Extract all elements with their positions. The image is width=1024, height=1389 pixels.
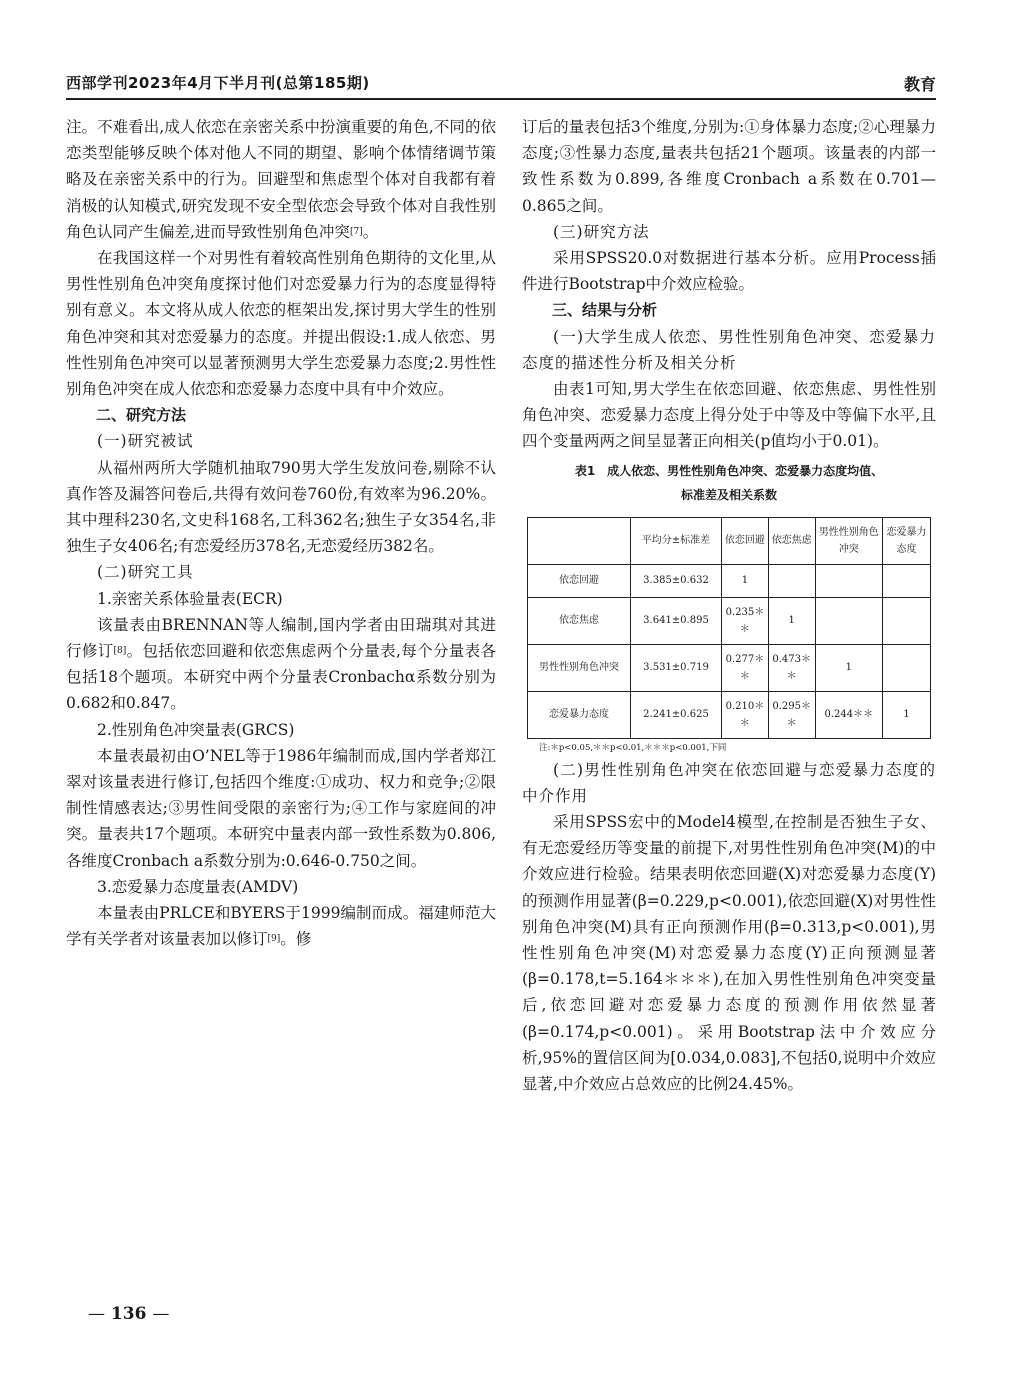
table-cell: 1 bbox=[722, 564, 769, 597]
subsection-heading: (二)男性性别角色冲突在依恋回避与恋爱暴力态度的中介作用 bbox=[522, 760, 936, 805]
subsection-heading: (二)研究工具 bbox=[97, 563, 194, 582]
paragraph: 订后的量表包括3个维度,分别为:①身体暴力态度;②心理暴力态度;③性暴力态度,量表共包括21个题项。该量表的内部一致性系数为0.899,各维度Cronbach a系数在0.701—0.865之间。 bbox=[522, 118, 936, 215]
table-cell: 恋爱暴力态度 bbox=[528, 691, 631, 738]
table-cell: 0.473＊＊ bbox=[768, 644, 815, 691]
table-row bbox=[528, 564, 931, 597]
paragraph: 该量表由BRENNAN等人编制,国内学者由田瑞琪对其进行修订[8]。包括依恋回避和依恋焦虑两个分量表,每个分量表各包括18个题项。本研究中两个分量表Cronbachα系数分别为0.682和0.847。 bbox=[66, 615, 496, 713]
table-cell: 依恋回避 bbox=[528, 564, 631, 597]
table-header-cell: 男性性别角色冲突 bbox=[815, 517, 882, 564]
table-header-cell bbox=[528, 517, 631, 564]
section-tag: 教育 bbox=[903, 75, 936, 94]
section-heading: 二、研究方法 bbox=[96, 406, 187, 425]
subsection-heading: (一)研究被试 bbox=[97, 432, 194, 451]
subsubsection-heading: 1.亲密关系体验量表(ECR) bbox=[97, 589, 283, 608]
paragraph: 注。不难看出,成人依恋在亲密关系中扮演重要的角色,不同的依恋类型能够反映个体对他人不同的期望、影响个体情绪调节策略及在亲密关系中的行为。回避型和焦虑型个体对自我都有着消极的认知模式,研究发现不安全型依恋会导致个体对自我性别角色认同产生偏差,进而导致性别角色冲突[7]。 bbox=[66, 118, 496, 241]
table-cell bbox=[815, 564, 882, 597]
table-cell: 依恋焦虑 bbox=[528, 597, 631, 644]
table-cell: 0.277＊＊ bbox=[722, 644, 769, 691]
table-row bbox=[528, 644, 931, 691]
table-cell: 1 bbox=[768, 597, 815, 644]
paragraph: 由表1可知,男大学生在依恋回避、依恋焦虑、男性性别角色冲突、恋爱暴力态度上得分处于中等及中等偏下水平,且四个变量两两之间呈显著正向相关(p值均小于0.01)。 bbox=[522, 380, 936, 451]
table-cell: 3.531±0.719 bbox=[631, 644, 722, 691]
table-header-cell: 平均分±标准差 bbox=[631, 517, 722, 564]
left-column bbox=[66, 114, 496, 953]
table-cell: 0.210＊＊ bbox=[722, 691, 769, 738]
table-header-cell: 恋爱暴力态度 bbox=[883, 517, 931, 564]
paragraph: 从福州两所大学随机抽取790男大学生发放问卷,剔除不认真作答及漏答问卷后,共得有效问卷760份,有效率为96.20%。其中理科230名,文史科168名,工科362名;独生子女354名,非独生子女406名;有恋爱经历378名,无恋爱经历382名。 bbox=[66, 458, 496, 556]
table-header-row bbox=[528, 517, 931, 564]
page-number: — 136 — bbox=[88, 1304, 170, 1324]
journal-title: 西部学刊2023年4月下半月刊(总第185期) bbox=[66, 74, 370, 92]
table-cell bbox=[883, 564, 931, 597]
paragraph: 在我国这样一个对男性有着较高性别角色期待的文化里,从男性性别角色冲突角度探讨他们对恋爱暴力行为的态度显得特别有意义。本文将从成人依恋的框架出发,探讨男大学生的性别角色冲突和其对恋爱暴力的态度。并提出假设:1.成人依恋、男性性别角色冲突可以显著预测男大学生恋爱暴力态度;2.男性性别角色冲突在成人依恋和恋爱暴力态度中具有中介效应。 bbox=[66, 249, 496, 399]
table-cell: 1 bbox=[815, 644, 882, 691]
subsubsection-heading: 3.恋爱暴力态度量表(AMDV) bbox=[97, 877, 299, 896]
citation: [8] bbox=[113, 646, 127, 657]
section-heading: 三、结果与分析 bbox=[552, 301, 658, 320]
subsection-heading: (三)研究方法 bbox=[553, 222, 650, 241]
subsubsection-heading: 2.性别角色冲突量表(GRCS) bbox=[97, 720, 295, 739]
table-cell: 3.385±0.632 bbox=[631, 564, 722, 597]
table-cell: 0.235＊＊ bbox=[722, 597, 769, 644]
paragraph: 采用SPSS20.0对数据进行基本分析。应用Process插件进行Bootstrap中介效应检验。 bbox=[522, 249, 936, 294]
table-cell bbox=[883, 644, 931, 691]
table-cell: 2.241±0.625 bbox=[631, 691, 722, 738]
table-row bbox=[528, 597, 931, 644]
paragraph: 本量表最初由O’NEL等于1986年编制而成,国内学者郑江翠对该量表进行修订,包括四个维度:①成功、权力和竞争;②限制性情感表达;③男性间受限的亲密行为;④工作与家庭间的冲突。量表共17个题项。本研究中量表内部一致性系数为0.806,各维度Cronbach a系数分别为:0.646-0.750之间。 bbox=[66, 746, 496, 870]
table-cell: 1 bbox=[883, 691, 931, 738]
paragraph: 本量表由PRLCE和BYERS于1999编制而成。福建师范大学有关学者对该量表加以修订[9]。修 bbox=[66, 904, 496, 949]
table-cell bbox=[768, 564, 815, 597]
citation: [7] bbox=[349, 226, 363, 237]
table-cell: 0.244＊＊ bbox=[815, 691, 882, 738]
header-rule bbox=[66, 98, 936, 100]
right-column bbox=[522, 114, 936, 1097]
citation: [9] bbox=[267, 934, 281, 945]
table-cell: 男性性别角色冲突 bbox=[528, 644, 631, 691]
table-note: 注:＊p<0.05,＊＊p<0.01,＊＊＊p<0.001,下同 bbox=[539, 742, 727, 753]
subsection-heading: (一)大学生成人依恋、男性性别角色冲突、恋爱暴力态度的描述性分析及相关分析 bbox=[522, 327, 936, 372]
correlation-table bbox=[527, 517, 931, 739]
table-cell: 0.295＊＊ bbox=[768, 691, 815, 738]
table-caption: 表1 成人依恋、男性性别角色冲突、恋爱暴力态度均值、 标准差及相关系数 bbox=[574, 463, 884, 502]
table-header-cell: 依恋回避 bbox=[722, 517, 769, 564]
table-cell bbox=[883, 597, 931, 644]
table-header-cell: 依恋焦虑 bbox=[768, 517, 815, 564]
table-row bbox=[528, 691, 931, 738]
page-header bbox=[66, 68, 936, 98]
paragraph: 采用SPSS宏中的Model4模型,在控制是否独生子女、有无恋爱经历等变量的前提下,对男性性别角色冲突(M)的中介效应进行检验。结果表明依恋回避(X)对恋爱暴力态度(Y)的预测作用显著(β=0.229,p<0.001),依恋回避(X)对男性性别角色冲突(M)具有正向预测作用(β=0.313,p<0.001),男性性别角色冲突(M)对恋爱暴力态度(Y)正向预测显著(β=0.178,t=5.164＊＊＊),在加入男性性别角色冲突变量后,依恋回避对恋爱暴力态度的预测作用依然显著(β=0.174,p<0.001)。采用Bootstrap法中介效应分析,95%的置信区间为[0.034,0.083],不包括0,说明中介效应显著,中介效应占总效应的比例24.45%。 bbox=[522, 813, 936, 1094]
table-cell bbox=[815, 597, 882, 644]
table-cell: 3.641±0.895 bbox=[631, 597, 722, 644]
